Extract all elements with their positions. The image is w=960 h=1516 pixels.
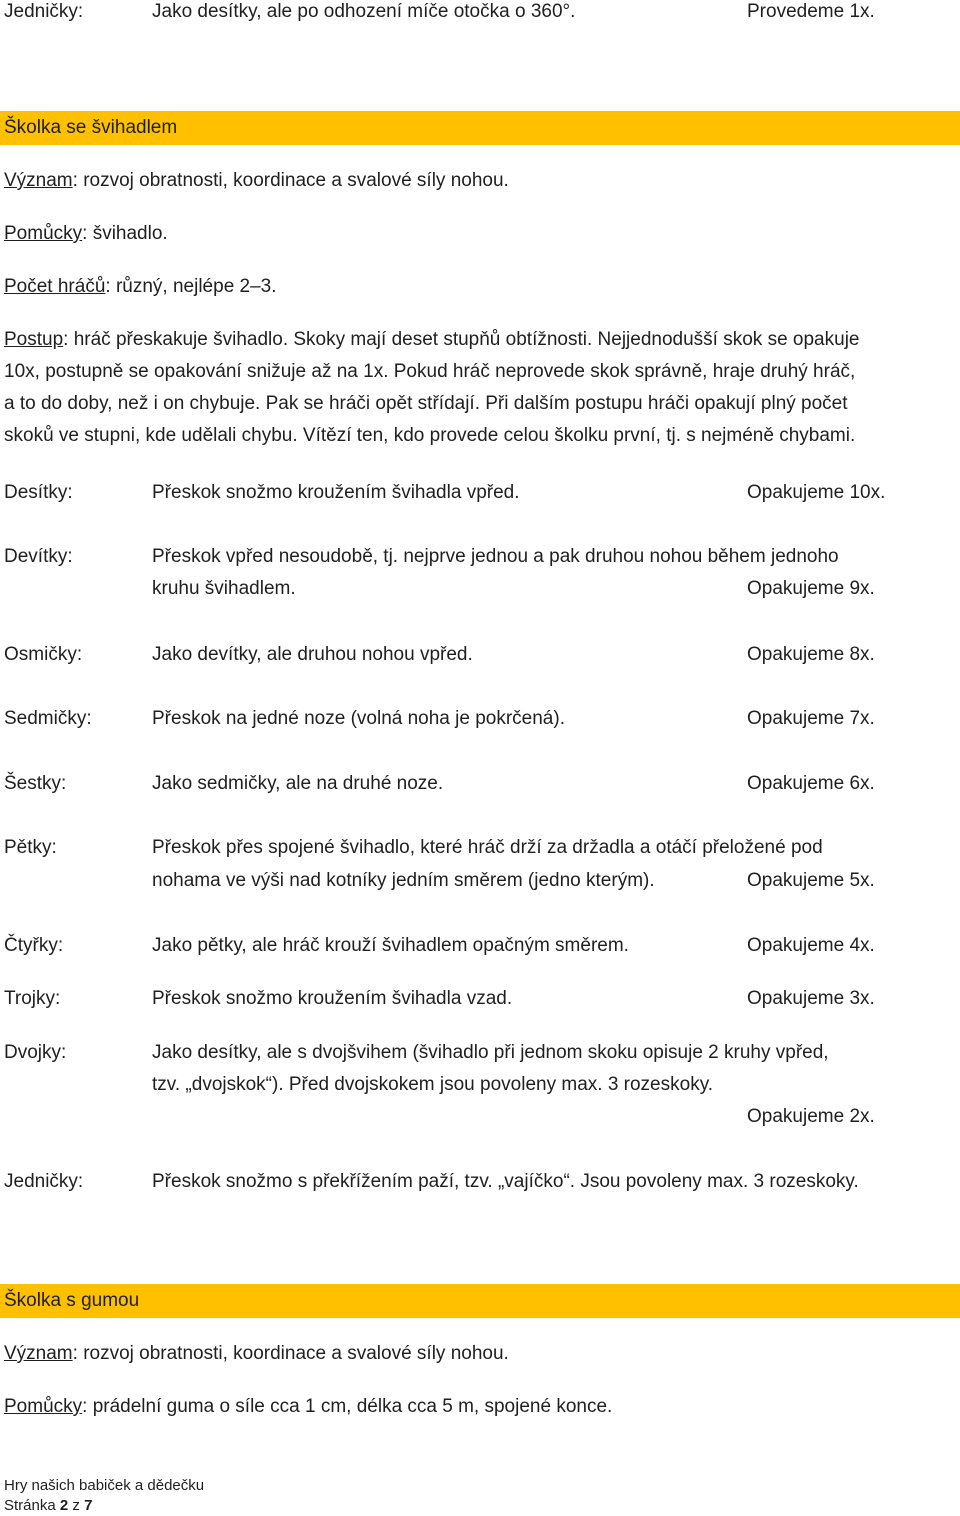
level-description: kruhu švihadlem. [152, 578, 296, 599]
level-repeat: Provedeme 1x. [747, 1, 875, 22]
level-description: Jako devítky, ale druhou nohou vpřed. [152, 644, 473, 665]
level-repeat: Opakujeme 4x. [747, 935, 875, 956]
current-page: 2 [59, 1497, 69, 1514]
level-repeat: Opakujeme 6x. [747, 773, 875, 794]
level-repeat: Opakujeme 7x. [747, 708, 875, 729]
procedure-line: 10x, postupně se opakování snižuje až na 1x. Pokud hráč neprovede skok správně, hraje druhý hráč, [4, 361, 856, 382]
equipment-label: Pomůcky [4, 1396, 83, 1417]
meaning-row [4, 165, 509, 197]
procedure-line: skoků ve stupni, kde udělali chybu. Vítězí ten, kdo provede celou školku první, tj. s nejméně chybami. [4, 425, 856, 446]
level-repeat: Opakujeme 8x. [747, 644, 875, 665]
section-heading-banner [0, 111, 960, 145]
level-label: Jedničky: [4, 1171, 84, 1192]
section-title: Školka se švihadlem [4, 117, 178, 138]
procedure-label: Postup [4, 329, 64, 350]
level-label: Dvojky: [4, 1042, 67, 1063]
level-description: Přeskok snožmo kroužením švihadla vzad. [152, 988, 513, 1009]
level-description: Jako desítky, ale s dvojšvihem (švihadlo při jednom skoku opisuje 2 kruhy vpřed, [152, 1042, 829, 1063]
level-description: Jako pětky, ale hráč krouží švihadlem opačným směrem. [152, 935, 629, 956]
procedure-paragraph [4, 324, 960, 452]
level-repeat: Opakujeme 3x. [747, 988, 875, 1009]
level-label: Pětky: [4, 837, 57, 858]
level-label: Čtyřky: [4, 935, 64, 956]
level-description: Přeskok vpřed nesoudobě, tj. nejprve jednou a pak druhou nohou během jednoho [152, 546, 839, 567]
footer-title: Hry našich babiček a dědečku [4, 1477, 205, 1494]
equipment-row [4, 1391, 612, 1423]
meaning-text: : rozvoj obratnosti, koordinace a svalové síly nohou. [72, 170, 509, 191]
level-description: Přeskok snožmo s překřížením paží, tzv. „vajíčko“. Jsou povoleny max. 3 rozeskoky. [152, 1171, 859, 1192]
level-label: Trojky: [4, 988, 61, 1009]
level-label: Sedmičky: [4, 708, 92, 729]
level-description: Jako sedmičky, ale na druhé noze. [152, 773, 444, 794]
level-description: Přeskok přes spojené švihadlo, které hráč drží za držadla a otáčí přeložené pod [152, 837, 823, 858]
equipment-label: Pomůcky [4, 223, 83, 244]
players-text: : různý, nejlépe 2–3. [105, 276, 277, 297]
total-pages: 7 [84, 1497, 93, 1514]
equipment-text: : prádelní guma o síle cca 1 cm, délka cca 5 m, spojené konce. [82, 1396, 613, 1417]
section-title: Školka s gumou [4, 1290, 140, 1311]
procedure-line: a to do doby, než i on chybuje. Pak se hráči opět střídají. Při dalším postupu hráči opakují plný počet [4, 393, 848, 414]
meaning-label: Význam [4, 170, 73, 191]
level-label: Osmičky: [4, 644, 83, 665]
level-repeat: Opakujeme 2x. [747, 1106, 875, 1127]
level-repeat: Opakujeme 10x. [747, 482, 886, 503]
meaning-label: Význam [4, 1343, 73, 1364]
level-description: Jako desítky, ale po odhození míče otočka o 360°. [152, 1, 576, 22]
meaning-row [4, 1338, 509, 1370]
level-repeat: Opakujeme 5x. [747, 870, 875, 891]
section-heading-banner [0, 1284, 960, 1318]
meaning-text: : rozvoj obratnosti, koordinace a svalové síly nohou. [72, 1343, 509, 1364]
level-label: Jedničky: [4, 1, 84, 22]
level-description: Přeskok na jedné noze (volná noha je pokrčená). [152, 708, 565, 729]
players-label: Počet hráčů [4, 276, 106, 297]
procedure-line: Postup: hráč přeskakuje švihadlo. Skoky mají deset stupňů obtížnosti. Nejjednodušší skok se opakuje [4, 329, 860, 350]
level-description: Přeskok snožmo kroužením švihadla vpřed. [152, 482, 520, 503]
players-row [4, 271, 277, 303]
level-label: Šestky: [4, 773, 67, 794]
level-description: tzv. „dvojskok“). Před dvojskokem jsou povoleny max. 3 rozeskoky. [152, 1074, 714, 1095]
level-description: nohama ve výši nad kotníky jedním směrem (jedno kterým). [152, 870, 655, 891]
page-number: Stránka 2 z 7 [4, 1497, 93, 1514]
level-label: Devítky: [4, 546, 73, 567]
equipment-row [4, 218, 168, 250]
level-label: Desítky: [4, 482, 73, 503]
equipment-text: : švihadlo. [82, 223, 168, 244]
level-repeat: Opakujeme 9x. [747, 578, 875, 599]
